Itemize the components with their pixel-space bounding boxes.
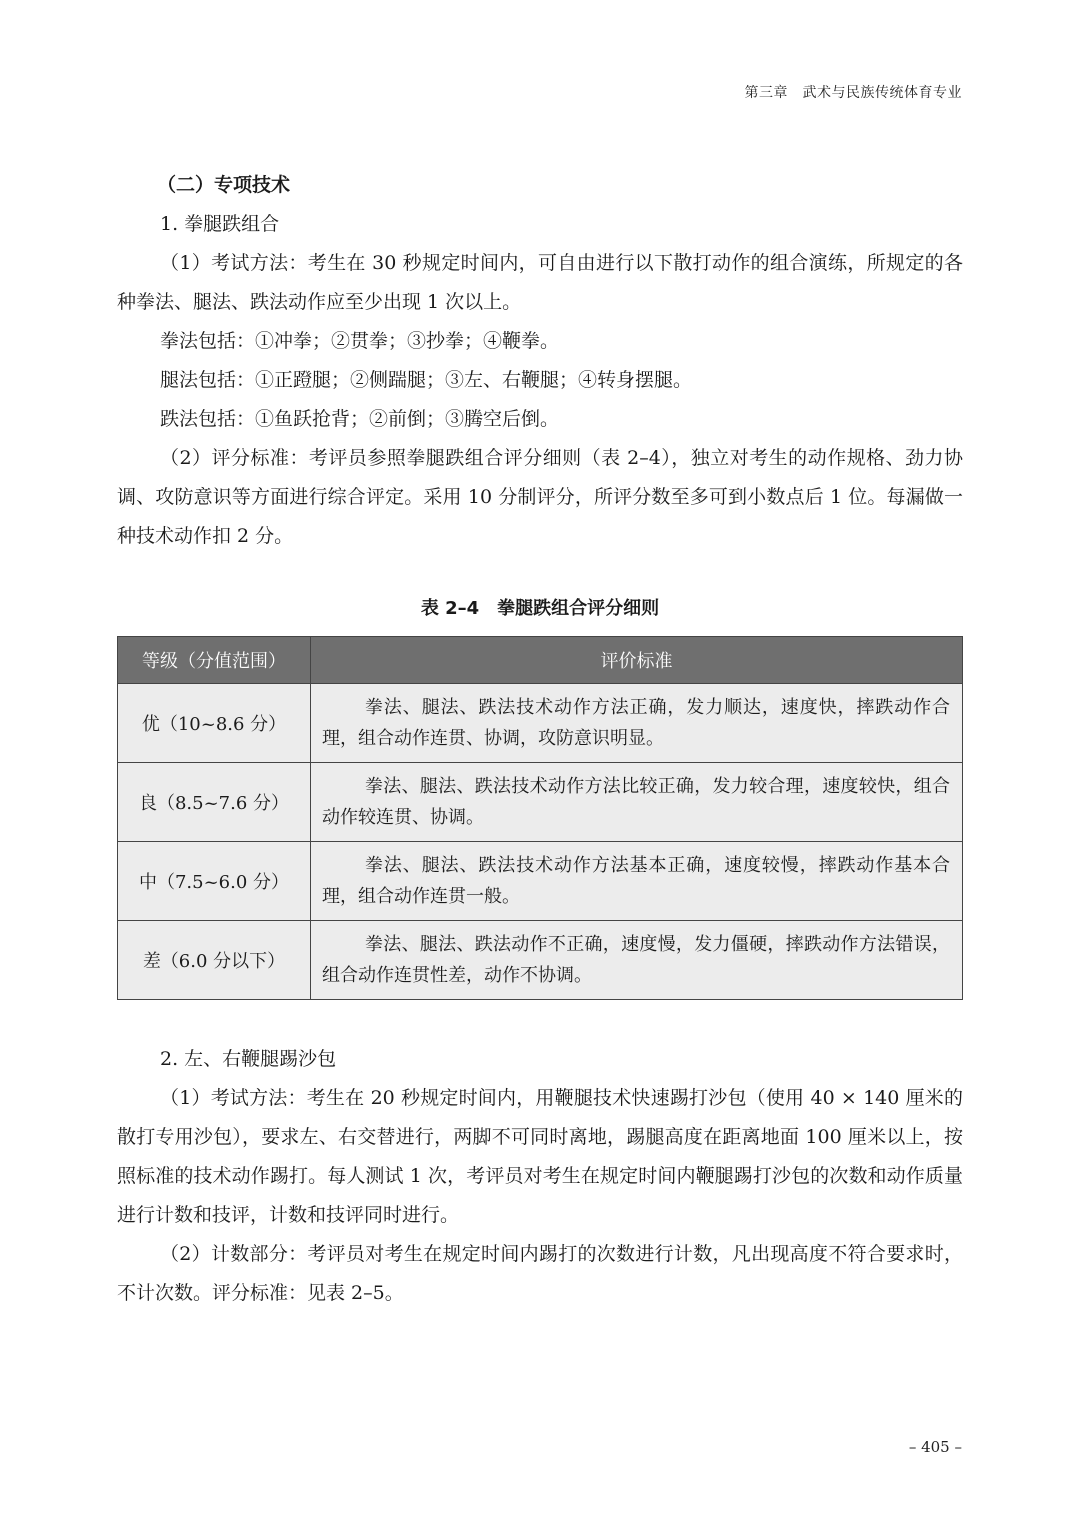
- throws-paragraph: 跌法包括：①鱼跃抢背；②前倒；③腾空后倒。: [160, 408, 560, 430]
- scoring-paragraph: （2）评分标准：考评员参照拳腿跌组合评分细则（表 2–4），独立对考生的动作规格、劲力协调、攻防意识等方面进行综合评定。采用 10 分制评分，所评分数至多可到小数点后 1 位。每漏做一种技术动作扣 2 分。: [117, 447, 963, 547]
- table-header-row: [118, 637, 963, 684]
- criteria-cell: 拳法、腿法、跌法技术动作方法正确，发力顺达，速度快，摔跌动作合理，组合动作连贯、协调，攻防意识明显。: [311, 684, 963, 763]
- table-title: 表 2–4 拳腿跌组合评分细则: [420, 598, 660, 619]
- table-row: [118, 842, 963, 921]
- table-row: [118, 763, 963, 842]
- table-header-grade: 等级（分值范围）: [118, 637, 311, 684]
- kicks-paragraph: 腿法包括：①正蹬腿；②侧踹腿；③左、右鞭腿；④转身摆腿。: [160, 369, 693, 391]
- counting-paragraph: （2）计数部分：考评员对考生在规定时间内踢打的次数进行计数，凡出现高度不符合要求时，不计次数。评分标准：见表 2–5。: [117, 1243, 963, 1304]
- grading-table: [117, 636, 963, 1000]
- grade-cell: 良（8.5~7.6 分）: [118, 763, 311, 842]
- table-row: [118, 684, 963, 763]
- item2-title: 2. 左、右鞭腿踢沙包: [160, 1048, 337, 1070]
- page-content: [117, 166, 963, 1313]
- punches-paragraph: 拳法包括：①冲拳；②贯拳；③抄拳；④鞭拳。: [160, 330, 560, 352]
- running-head: 第三章 武术与民族传统体育专业: [744, 85, 962, 101]
- criteria-cell: 拳法、腿法、跌法动作不正确，速度慢，发力僵硬，摔跌动作方法错误，组合动作连贯性差，动作不协调。: [311, 921, 963, 1000]
- criteria-cell: 拳法、腿法、跌法技术动作方法基本正确，速度较慢，摔跌动作基本合理，组合动作连贯一般。: [311, 842, 963, 921]
- item1-title: 1. 拳腿跌组合: [160, 213, 280, 235]
- criteria-cell: 拳法、腿法、跌法技术动作方法比较正确，发力较合理，速度较快，组合动作较连贯、协调。: [311, 763, 963, 842]
- section-heading: （二）专项技术: [157, 174, 291, 196]
- page-number: – 405 –: [908, 1438, 962, 1456]
- grade-cell: 差（6.0 分以下）: [118, 921, 311, 1000]
- item2-block: [117, 1040, 963, 1313]
- table-header-criteria: 评价标准: [311, 637, 963, 684]
- item2-method-paragraph: （1）考试方法：考生在 20 秒规定时间内，用鞭腿技术快速踢打沙包（使用 40 × 140 厘米的散打专用沙包），要求左、右交替进行，两脚不可同时离地，踢腿高度在距离地面 100 厘米以上，按照标准的技术动作踢打。每人测试 1 次，考评员对考生在规定时间内鞭腿踢打沙包的次数和动作质量进行计数和技评，计数和技评同时进行。: [117, 1087, 963, 1226]
- grade-cell: 中（7.5~6.0 分）: [118, 842, 311, 921]
- table-row: [118, 921, 963, 1000]
- item1-method-paragraph: （1）考试方法：考生在 30 秒规定时间内，可自由进行以下散打动作的组合演练，所规定的各种拳法、腿法、跌法动作应至少出现 1 次以上。: [117, 252, 963, 313]
- grade-cell: 优（10~8.6 分）: [118, 684, 311, 763]
